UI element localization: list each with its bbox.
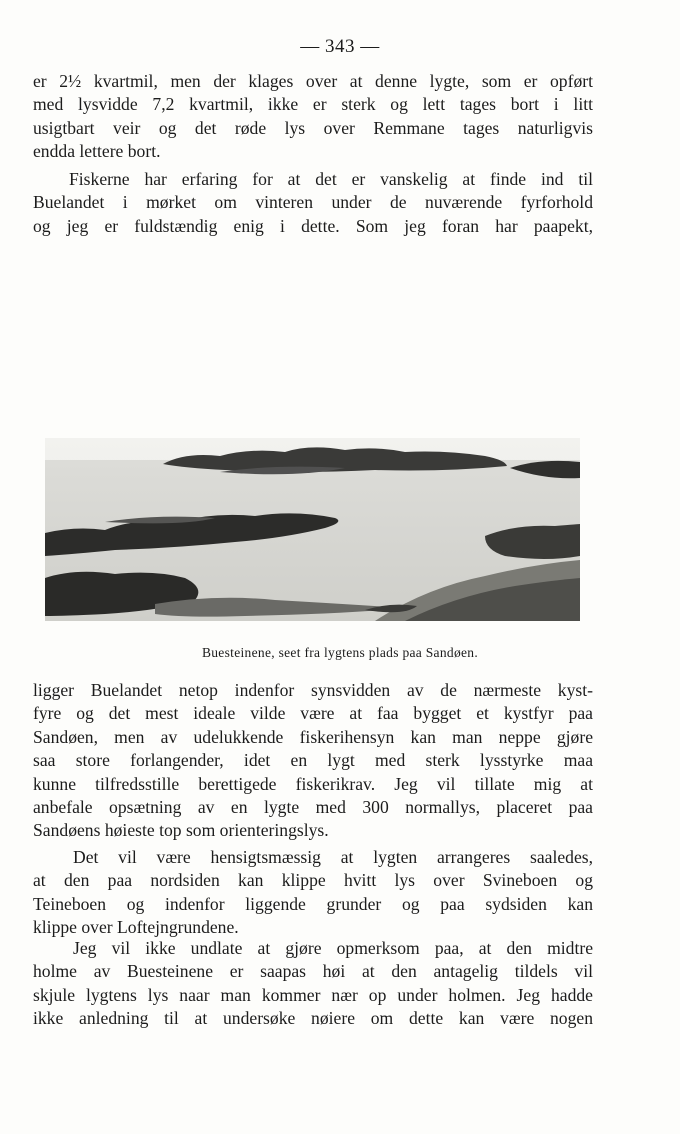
text-line: klippe over Loftejngrundene. (33, 917, 239, 938)
paragraph-3 (33, 679, 593, 843)
text-line: Sandøen, men av udelukkende fiskerihensyn kan man neppe gjøre (33, 726, 593, 747)
text-line: at den paa nordsiden kan klippe hvitt lys over Svineboen og (33, 870, 593, 891)
text-line: ligger Buelandet netop indenfor synsvidden av de nærmeste kyst- (33, 680, 593, 700)
text-line: Buelandet i mørket om vinteren under de nuværende fyrforhold (33, 192, 593, 213)
text-line: Sandøens høieste top som orienteringslys. (33, 820, 329, 841)
text-line: ikke anledning til at undersøke nøiere om dette kan være nogen (33, 1008, 593, 1029)
text-line: Fiskerne har erfaring for at det er vanskelig at finde ind til (69, 169, 593, 189)
text-line: usigtbart veir og det røde lys over Remmane tages naturligvis (33, 117, 593, 138)
text-line: er 2½ kvartmil, men der klages over at denne lygte, som er opført (33, 71, 593, 91)
paragraph-2 (33, 168, 593, 238)
text-line: og jeg er fuldstændig enig i dette. Som jeg foran har paapekt, (33, 215, 593, 236)
paragraph-5 (33, 937, 593, 1031)
text-line: skjule lygtens lys naar man kommer nær op under holmen. Jeg hadde (33, 984, 593, 1005)
text-line: Jeg vil ikke undlate at gjøre opmerksom paa, at den midtre (73, 938, 593, 958)
text-line: Teineboen og indenfor liggende grunder og paa sydsiden kan (33, 893, 593, 914)
text-line: kunne tilfredsstille berettigede fiskerikrav. Jeg vil tillate mig at (33, 773, 593, 794)
islands-illustration (45, 438, 580, 621)
landscape-photo (45, 438, 580, 621)
text-line: endda lettere bort. (33, 141, 161, 162)
figure-caption: Buesteinene, seet fra lygtens plads paa Sandøen. (201, 645, 479, 660)
text-line: med lysvidde 7,2 kvartmil, ikke er sterk og lett tages bort i litt (33, 94, 593, 115)
paragraph-4 (33, 846, 593, 940)
text-line: fyre og det mest ideale vilde være at faa bygget et kystfyr paa (33, 703, 593, 724)
text-line: holme av Buesteinene er saapas høi at den antagelig tildels vil (33, 961, 593, 982)
paragraph-1 (33, 70, 593, 164)
text-line: anbefale opsætning av en lygte med 300 normallys, placeret paa (33, 797, 593, 818)
text-line: Det vil være hensigtsmæssig at lygten arrangeres saaledes, (73, 847, 593, 867)
page-number: — 343 — (300, 36, 380, 57)
text-line: saa store forlangender, idet en lygt med sterk lysstyrke maa (33, 750, 593, 771)
